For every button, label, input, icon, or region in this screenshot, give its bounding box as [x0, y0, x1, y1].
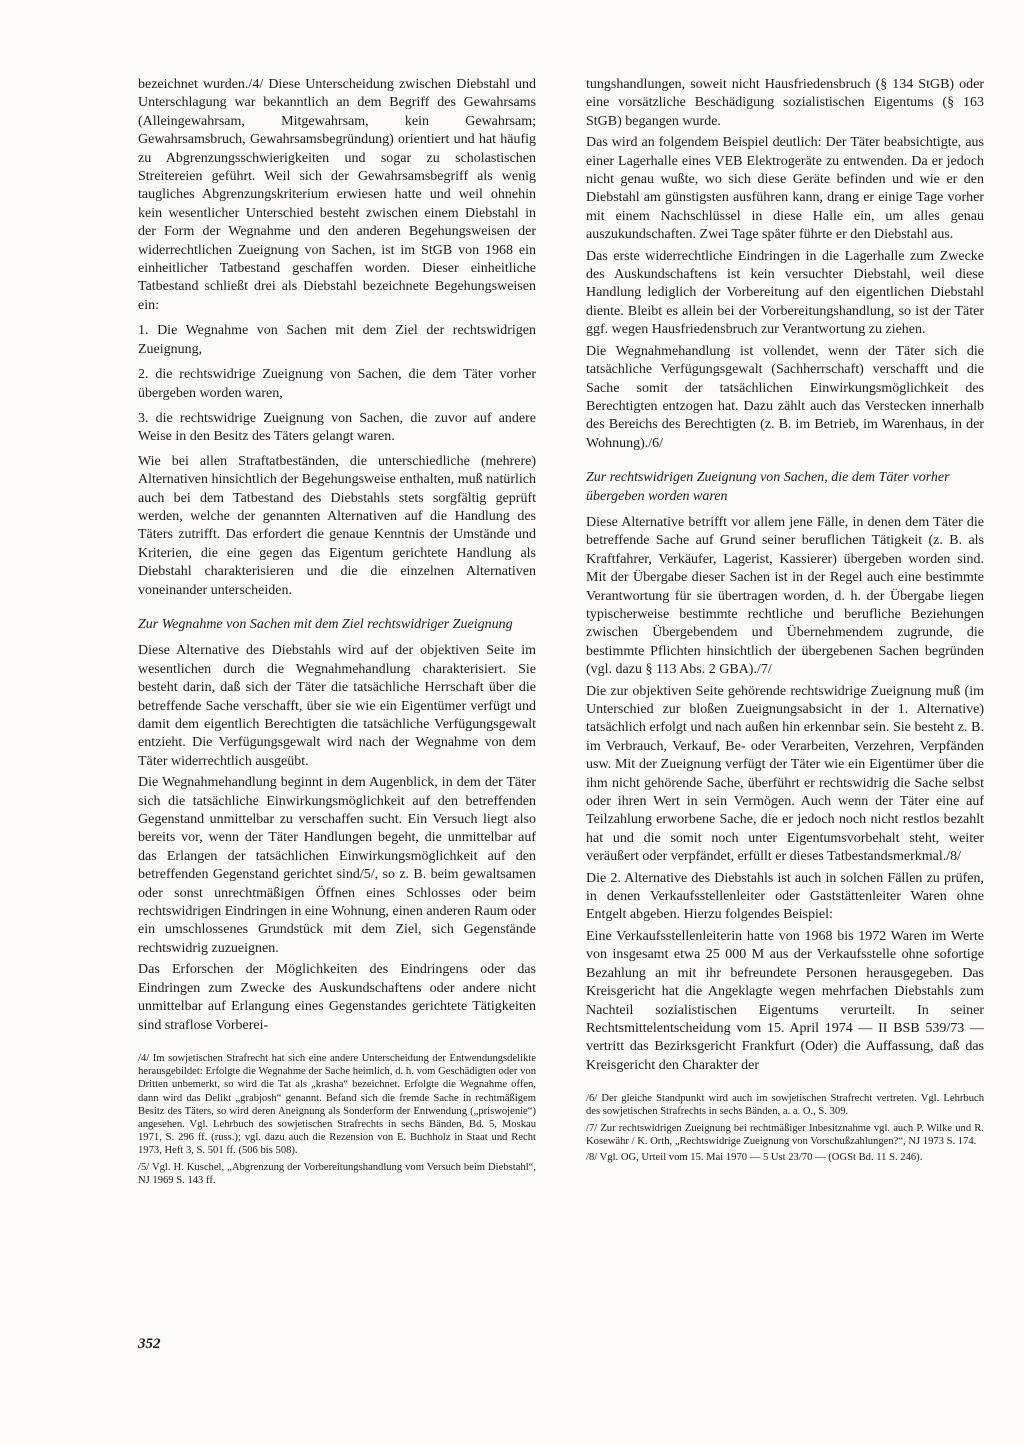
left-column	[138, 76, 536, 1190]
paragraph: Diese Alternative des Diebstahls wird auf der objektiven Seite im wesentlichen durch die Wegnahmehandlung charakterisiert. Sie besteht darin, daß sich der Täter die tatsächliche Herrschaft über die betreffende Sache verschafft, über sie wie ein Eigentümer verfügt und damit dem eigentlich Berechtigten die tatsächliche Verfügungsgewalt entzieht. Die Verfügungsgewalt wird nach der Wegnahme von dem Täter widerrechtlich ausgeübt.	[138, 643, 536, 769]
list-item: 1. Die Wegnahme von Sachen mit dem Ziel der rechtswidrigen Zueignung,	[138, 323, 536, 357]
paragraph: bezeichnet wurden./4/ Diese Unterscheidung zwischen Diebstahl und Unterschlagung war bekanntlich an dem Begriff des Gewahrsams (Alleingewahrsam, Mitgewahrsam, kein Gewahrsam; Gewahrsamsbruch, Gewahrsamsbegründung) orientiert und hat häufig zu Abgrenzungsschwierigkeiten und sogar zu scholastischen Streitereien geführt. Weil sich der Gewahrsamsbegriff als wenig taugliches Abgrenzungskriterium erwiesen hatte und weil ohnehin kein wesentlicher Unterschied besteht zwischen einem Diebstahl in der Form der Wegnahme und den anderen Begehungsweisen der widerrechtlichen Zueignung von Sachen, ist im StGB von 1968 ein einheitlicher Tatbestand geschaffen worden. Dieser einheitliche Tatbestand schließt drei als Diebstahl bezeichnete Begehungsweisen ein:	[138, 77, 536, 313]
paragraph: Das wird an folgendem Beispiel deutlich: Der Täter beabsichtigte, aus einer Lagerhalle eines VEB Elektrogeräte zu entwenden. Da er jedoch nicht genau wußte, wo sich diese Geräte befinden und wie er den Diebstahl am günstigsten ausführen kann, drang er einige Tage vorher mit einem Nachschlüssel in diese Halle ein, um alles genau auszukundschaften. Zwei Tage später führte er den Diebstahl aus.	[586, 135, 984, 243]
paragraph: Die 2. Alternative des Diebstahls ist auch in solchen Fällen zu prüfen, in denen Verkaufsstellenleiter oder Gaststättenleiter Waren ohne Entgelt abgeben. Hierzu folgendes Beispiel:	[586, 870, 984, 923]
list-item: 2. die rechtswidrige Zueignung von Sachen, die dem Täter vorher übergeben worden waren,	[138, 367, 536, 401]
paragraph: Die zur objektiven Seite gehörende rechtswidrige Zueignung muß (im Unterschied zur bloßen Zueignungsabsicht in der 1. Alternative) tatsächlich erfolgt und nach außen hin erkennbar sein. Sie besteht z. B. im Verbrauch, Verkauf, Be- oder Verarbeiten, Verzehren, Verpfänden usw. Mit der Zueignung verfügt der Täter wie ein Eigentümer über die ihm nicht gehörende Sache, überführt er rechtswidrig die Sache selbst oder ihren Wert in sein Vermögen. Auch wenn der Täter eine auf Teilzahlung erworbene Sache, die er jedoch noch nicht restlos bezahlt hat und die somit noch unter Eigentumsvorbehalt steht, weiter veräußert oder verpfändet, erfüllt er dieses Tatbestandsmerkmal./8/	[586, 683, 984, 865]
paragraph: Die Wegnahmehandlung ist vollendet, wenn der Täter sich die tatsächliche Verfügungsgewalt (Sachherrschaft) verschafft und die Sache somit der tatsächlichen Einwirkungsmöglichkeit des Berechtigten entzogen hat. Dazu zählt auch das Verstecken innerhalb des Bereichs des Berechtigten (z. B. im Betrieb, im Warenhaus, in der Wohnung)./6/	[586, 343, 984, 451]
footnote: /4/ Im sowjetischen Strafrecht hat sich eine andere Unterscheidung der Entwendungsdelikte herausgebildet: Erfolgte die Wegnahme der Sache heimlich, d. h. vom Geschädigten oder von Dritten unbemerkt, so wird die Tat als „krasha“ bezeichnet. Erfolgte die Wegnahme offen, dann wird das Delikt „grabjosh“ genannt. Befand sich die fremde Sache in rechtmäßigem Besitz des Täters, so wird deren Aneignung als Sonderform der Entwendung („priswojenie“) angesehen. Vgl. Lehrbuch des sowjetischen Strafrechts in sechs Bänden, Bd. 5, Moskau 1971, S. 296 ff. (russ.); vgl. dazu auch die Rezension von E. Buchholz in Staat und Recht 1973, Heft 3, S. 501 ff. (506 bis 508).	[138, 1052, 536, 1157]
paragraph: Diese Alternative betrifft vor allem jene Fälle, in denen dem Täter die betreffende Sache auf Grund seiner beruflichen Tätigkeit (z. B. als Kraftfahrer, Verkäufer, Lagerist, Kassierer) übergeben worden sind. Mit der Übergabe dieser Sachen ist in der Regel auch eine bestimmte Verantwortung für sie übertragen worden, d. h. der Übergabe liegen typischerweise bestimmte rechtliche und berufliche Beziehungen zwischen Übergebendem und Übernehmendem zugrunde, die bestimmte Pflichten hinsichtlich der übergebenen Sachen begründen (vgl. dazu § 113 Abs. 2 GBA)./7/	[586, 514, 984, 678]
section-heading: Zur Wegnahme von Sachen mit dem Ziel rechtswidriger Zueignung	[138, 616, 513, 632]
footnote: /5/ Vgl. H. Kuschel, „Abgrenzung der Vorbereitungshandlung vom Versuch beim Diebstahl“, NJ 1969 S. 143 ff.	[138, 1161, 536, 1186]
paragraph: Eine Verkaufsstellenleiterin hatte von 1968 bis 1972 Waren im Werte von insgesamt etwa 25 000 M aus der Verkaufsstelle ohne sofortige Bezahlung an mit ihr befreundete Personen herausgegeben. Das Kreisgericht hat die Angeklagte wegen mehrfachen Diebstahls zum Nachteil sozialistischen Eigentums verurteilt. In seiner Rechtsmittelentscheidung vom 15. April 1974 — II BSB 539/73 — vertritt das Bezirksgericht Frankfurt (Oder) die Auffassung, daß das Kreisgericht den Charakter der	[586, 928, 984, 1073]
footnote: /6/ Der gleiche Standpunkt wird auch im sowjetischen Strafrecht vertreten. Vgl. Lehrbuch des sowjetischen Strafrechts in sechs Bänden, a. a. O., S. 309.	[586, 1093, 984, 1118]
footnote: /7/ Zur rechtswidrigen Zueignung bei rechtmäßiger Inbesitznahme vgl. auch P. Wilke und R. Kosewähr / K. Orth, „Rechtswidrige Zueignung von Vorschußzahlungen?“, NJ 1973 S. 174.	[586, 1122, 984, 1147]
paragraph: Das Erforschen der Möglichkeiten des Eindringens oder das Eindringen zum Zwecke des Auskundschaftens oder andere nicht unmittelbar auf Erlangung eines Gegenstandes gerichtete Tätigkeiten sind straflose Vorberei-	[138, 962, 536, 1033]
paragraph: Das erste widerrechtliche Eindringen in die Lagerhalle zum Zwecke des Auskundschaftens ist kein versuchter Diebstahl, weil diese Handlung lediglich der Vorbereitung auf den eigentlichen Diebstahl diente. Bleibt es allein bei der Vorbereitungshandlung, so ist der Täter ggf. wegen Hausfriedensbruch zur Verantwortung zu ziehen.	[586, 248, 984, 338]
footnote-separator	[138, 1038, 536, 1052]
paragraph: Die Wegnahmehandlung beginnt in dem Augenblick, in dem der Täter sich die tatsächliche Einwirkungsmöglichkeit auf den betreffenden Gegenstand unmittelbar zu verschaffen sucht. Ein Versuch liegt also bereits vor, wenn der Täter Handlungen begeht, die unmittelbar auf das Erlangen der tatsächlichen Einwirkungsmöglichkeit auf den betreffenden Gegenstand gerichtet sind/5/, so z. B. beim gewaltsamen oder sonst unrechtmäßigen Öffnen eines Schlosses oder beim rechtswidrigen Eindringen in eine Wohnung, einen anderen Raum oder ein umschlossenes Grundstück mit dem Ziel, sich Gegenstände rechtswidrig zuzueignen.	[138, 775, 536, 956]
paragraph: tungshandlungen, soweit nicht Hausfriedensbruch (§ 134 StGB) oder eine vorsätzliche Beschädigung sozialistischen Eigentums (§ 163 StGB) begangen wurde.	[586, 77, 984, 129]
page-number: 352	[138, 1336, 161, 1352]
section-heading: Zur rechtswidrigen Zueignung von Sachen, die dem Täter vorher übergeben worden waren	[586, 470, 950, 504]
paragraph: Wie bei allen Straftatbeständen, die unterschiedliche (mehrere) Alternativen hinsichtlich der Begehungsweise enthalten, muß natürlich auch bei dem Tatbestand des Diebstahls stets sorgfältig geprüft werden, welche der genannten Alternativen auf die Handlung des Täters zutrifft. Das erfordert die genaue Kenntnis der Umstände und Kriterien, die eine gegen das Eigentum gerichtete Handlung als Diebstahl charakterisieren und die die einzelnen Alternativen voneinander unterscheiden.	[138, 453, 536, 598]
list-item: 3. die rechtswidrige Zueignung von Sachen, die zuvor auf andere Weise in den Besitz des Täters gelangt waren.	[138, 410, 536, 445]
right-column	[586, 76, 984, 1167]
footnote: /8/ Vgl. OG, Urteil vom 15. Mai 1970 — 5 Ust 23/70 — (OGSt Bd. 11 S. 246).	[586, 1151, 923, 1163]
footnote-separator	[586, 1078, 984, 1092]
